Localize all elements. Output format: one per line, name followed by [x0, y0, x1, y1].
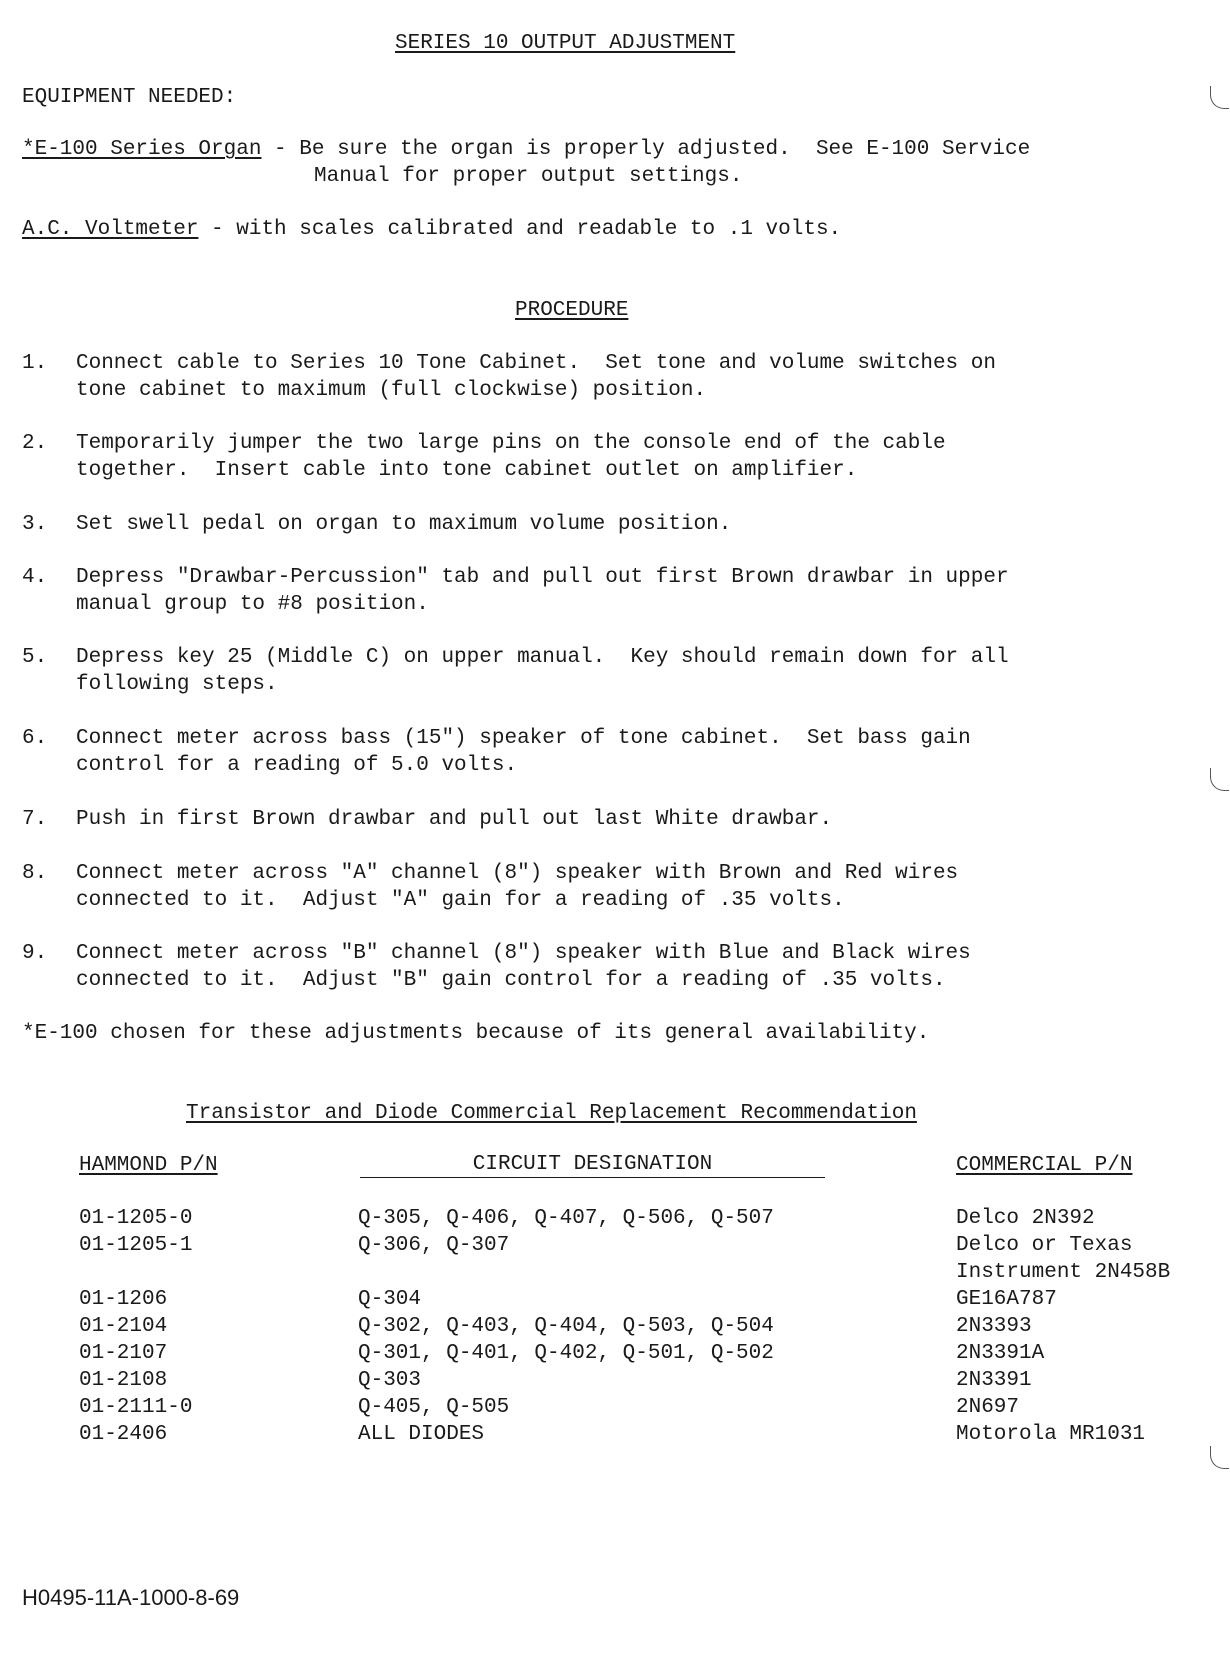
cell-circuit-designation: Q-305, Q-406, Q-407, Q-506, Q-507: [358, 1207, 774, 1230]
equipment-item-name: *E-100 Series Organ: [22, 138, 262, 161]
cell-commercial-pn: Instrument 2N458B: [956, 1261, 1171, 1284]
cell-circuit-designation: Q-301, Q-401, Q-402, Q-501, Q-502: [358, 1342, 774, 1365]
table-row: [0, 1367, 1230, 1394]
cell-circuit-designation: Q-303: [358, 1369, 422, 1392]
procedure-heading: PROCEDURE: [515, 299, 629, 322]
step-number: 1.: [22, 352, 48, 375]
table-title: Transistor and Diode Commercial Replacement Recommendation: [186, 1102, 917, 1125]
step-number: 5.: [22, 646, 48, 669]
cell-commercial-pn: Motorola MR1031: [956, 1423, 1146, 1446]
cell-hammond-pn: 01-2107: [79, 1342, 168, 1365]
cell-circuit-designation: Q-302, Q-403, Q-404, Q-503, Q-504: [358, 1315, 774, 1338]
table-row: [0, 1340, 1230, 1367]
column-header-commercial-pn: COMMERCIAL P/N: [956, 1154, 1133, 1177]
cell-circuit-designation: ALL DIODES: [358, 1423, 485, 1446]
step-text: Connect meter across "B" channel (8") speaker with Blue and Black wires connected to it. Adjust "B" gain control for a reading of .35 volts.: [76, 942, 971, 992]
equipment-item-desc: - Be sure the organ is properly adjusted. See E-100 Service: [261, 138, 1031, 161]
cell-circuit-designation: Q-405, Q-505: [358, 1396, 510, 1419]
table-row: [0, 1313, 1230, 1340]
column-header-circuit-designation: CIRCUIT DESIGNATION: [360, 1152, 825, 1178]
table-row: [0, 1205, 1230, 1232]
cell-hammond-pn: 01-1205-1: [79, 1234, 193, 1257]
step-number: 6.: [22, 727, 48, 750]
step-text: Push in first Brown drawbar and pull out last White drawbar.: [76, 808, 833, 831]
step-number: 4.: [22, 566, 48, 589]
cell-commercial-pn: 2N3393: [956, 1315, 1032, 1338]
step-text: Connect cable to Series 10 Tone Cabinet. Set tone and volume switches on tone cabinet to maximum (full clockwise) position.: [76, 352, 996, 402]
table-row: [0, 1232, 1230, 1259]
document-number: H0495-11A-1000-8-69: [22, 1585, 240, 1610]
step-number: 3.: [22, 513, 48, 536]
step-text: Depress "Drawbar-Percussion" tab and pull out first Brown drawbar in upper manual group to #8 position.: [76, 566, 1009, 616]
table-row: [0, 1259, 1230, 1286]
table-row: [0, 1394, 1230, 1421]
page-title: SERIES 10 OUTPUT ADJUSTMENT: [395, 32, 736, 55]
step-text: Connect meter across bass (15") speaker of tone cabinet. Set bass gain control for a reading of 5.0 volts.: [76, 727, 971, 777]
equipment-item-desc-cont: Manual for proper output settings.: [314, 165, 743, 188]
equipment-item-desc: - with scales calibrated and readable to .1 volts.: [198, 218, 842, 241]
scan-mark: [1210, 768, 1229, 791]
step-text: Temporarily jumper the two large pins on the console end of the cable together. Insert cable into tone cabinet outlet on amplifier.: [76, 432, 946, 482]
step-number: 2.: [22, 432, 48, 455]
step-text: Set swell pedal on organ to maximum volume position.: [76, 513, 732, 536]
step-text: Depress key 25 (Middle C) on upper manual. Key should remain down for all following steps.: [76, 646, 1009, 696]
cell-hammond-pn: 01-1206: [79, 1288, 168, 1311]
cell-hammond-pn: 01-2108: [79, 1369, 168, 1392]
equipment-heading: EQUIPMENT NEEDED:: [22, 86, 237, 109]
cell-circuit-designation: Q-306, Q-307: [358, 1234, 510, 1257]
cell-hammond-pn: 01-2111-0: [79, 1396, 193, 1419]
step-number: 7.: [22, 808, 48, 831]
equipment-item-voltmeter: [22, 216, 841, 243]
cell-commercial-pn: GE16A787: [956, 1288, 1057, 1311]
cell-hammond-pn: 01-1205-0: [79, 1207, 193, 1230]
footnote: *E-100 chosen for these adjustments because of its general availability.: [22, 1022, 930, 1045]
cell-commercial-pn: 2N3391A: [956, 1342, 1045, 1365]
column-header-hammond-pn: HAMMOND P/N: [79, 1154, 218, 1177]
cell-commercial-pn: 2N697: [956, 1396, 1020, 1419]
cell-commercial-pn: Delco or Texas: [956, 1234, 1133, 1257]
equipment-item-organ: [22, 136, 1030, 163]
step-number: 8.: [22, 862, 48, 885]
table-row: [0, 1286, 1230, 1313]
cell-circuit-designation: Q-304: [358, 1288, 422, 1311]
cell-hammond-pn: 01-2104: [79, 1315, 168, 1338]
equipment-item-name: A.C. Voltmeter: [22, 218, 199, 241]
table-row: [0, 1421, 1230, 1448]
step-number: 9.: [22, 942, 48, 965]
cell-commercial-pn: 2N3391: [956, 1369, 1032, 1392]
scan-mark: [1210, 1446, 1229, 1469]
step-text: Connect meter across "A" channel (8") speaker with Brown and Red wires connected to it. Adjust "A" gain for a reading of .35 volts.: [76, 862, 959, 912]
cell-hammond-pn: 01-2406: [79, 1423, 168, 1446]
scan-mark: [1210, 86, 1229, 109]
cell-commercial-pn: Delco 2N392: [956, 1207, 1095, 1230]
